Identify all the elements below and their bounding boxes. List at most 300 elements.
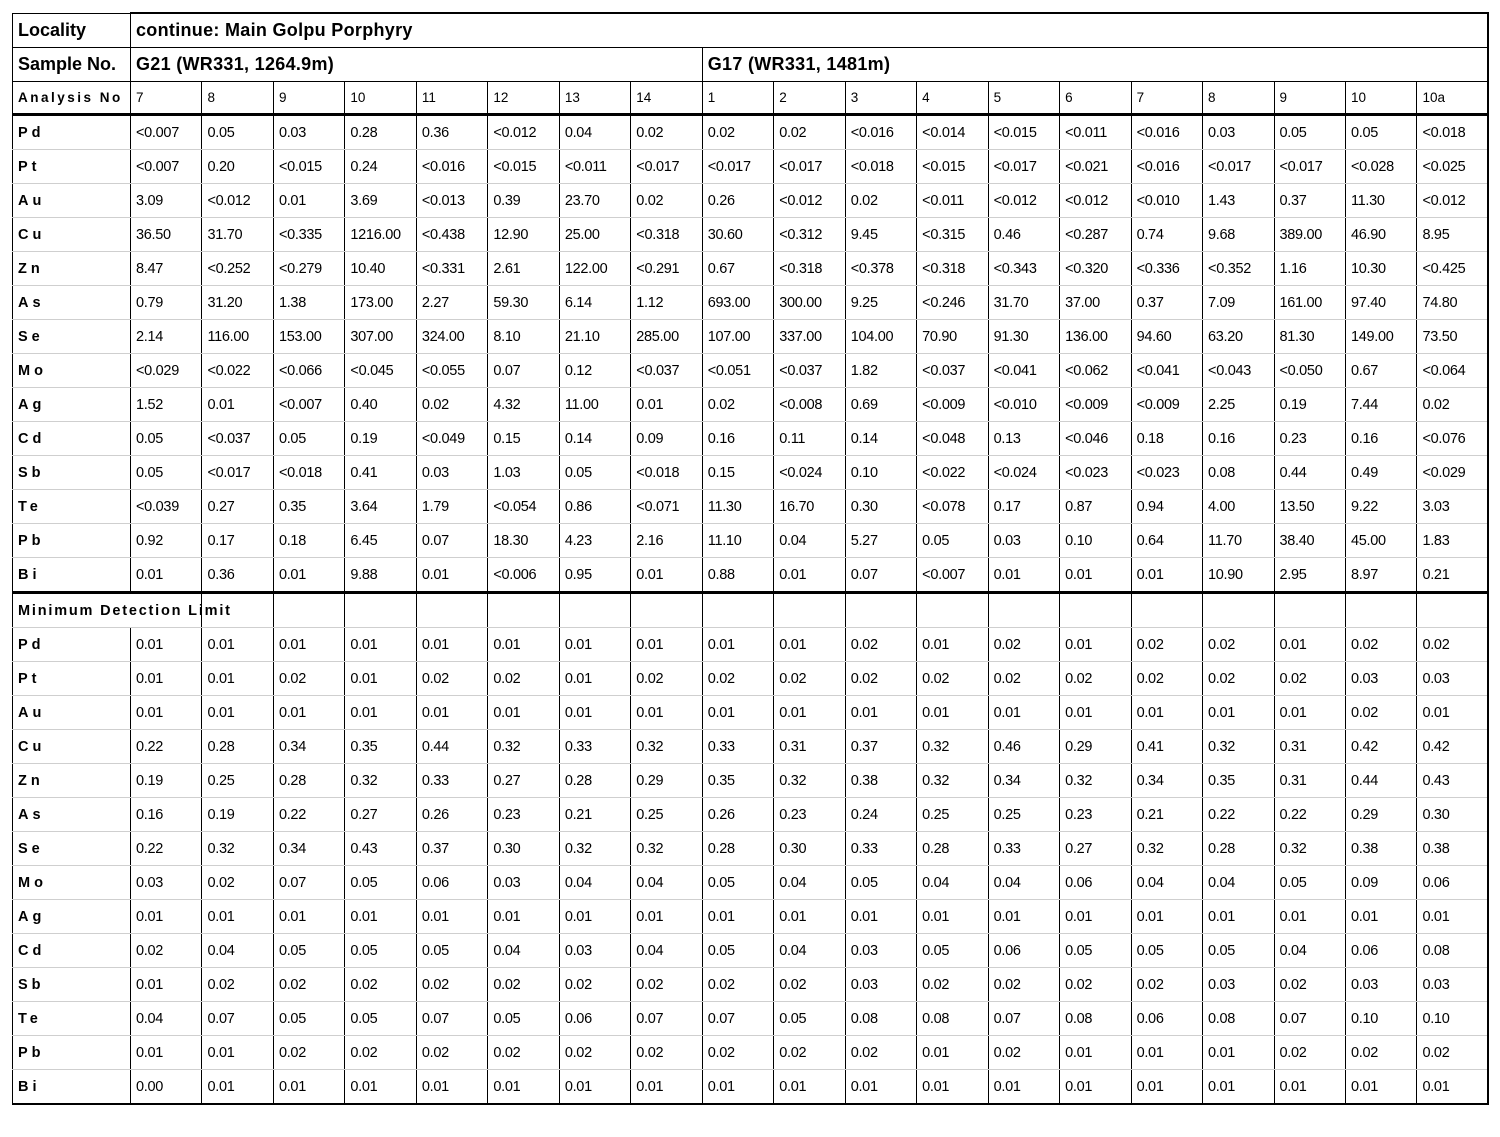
value-cell: 0.01: [631, 388, 702, 422]
value-cell: 0.02: [702, 115, 773, 150]
value-cell: 3.03: [1417, 490, 1488, 524]
value-cell: <0.017: [702, 150, 773, 184]
value-cell: 7.09: [1203, 286, 1274, 320]
value-cell: 0.27: [1060, 832, 1131, 866]
value-cell: <0.013: [416, 184, 487, 218]
value-cell: 0.01: [202, 696, 273, 730]
value-cell: 0.01: [774, 900, 845, 934]
value-cell: 0.32: [1203, 730, 1274, 764]
value-cell: 0.02: [1203, 662, 1274, 696]
value-cell: 0.34: [988, 764, 1059, 798]
value-cell: 0.23: [1274, 422, 1345, 456]
value-cell: 0.03: [988, 524, 1059, 558]
value-cell: 0.01: [1417, 696, 1488, 730]
value-cell: 0.01: [488, 696, 559, 730]
value-cell: 0.95: [559, 558, 630, 593]
value-cell: 0.01: [774, 628, 845, 662]
mdl-row: [13, 730, 1489, 764]
value-cell: 8.47: [131, 252, 202, 286]
value-cell: 0.01: [631, 696, 702, 730]
value-cell: 0.30: [774, 832, 845, 866]
result-row: [13, 456, 1489, 490]
value-cell: 0.22: [1274, 798, 1345, 832]
result-row: [13, 320, 1489, 354]
value-cell: 73.50: [1417, 320, 1488, 354]
element-label: Au: [13, 184, 131, 218]
value-cell: 0.01: [1060, 628, 1131, 662]
value-cell: 1.52: [131, 388, 202, 422]
value-cell: 0.04: [488, 934, 559, 968]
value-cell: 16.70: [774, 490, 845, 524]
value-cell: 1216.00: [345, 218, 416, 252]
value-cell: <0.011: [559, 150, 630, 184]
value-cell: 0.27: [488, 764, 559, 798]
value-cell: 0.32: [917, 730, 988, 764]
value-cell: <0.017: [988, 150, 1059, 184]
empty-cell: [559, 593, 630, 628]
value-cell: 0.05: [1060, 934, 1131, 968]
value-cell: 0.05: [345, 866, 416, 900]
value-cell: 0.07: [416, 1002, 487, 1036]
value-cell: <0.012: [202, 184, 273, 218]
value-cell: 1.82: [845, 354, 916, 388]
value-cell: <0.016: [1131, 115, 1202, 150]
analysis-number: 9: [1274, 82, 1345, 115]
value-cell: 307.00: [345, 320, 416, 354]
value-cell: <0.438: [416, 218, 487, 252]
value-cell: 0.30: [1417, 798, 1488, 832]
value-cell: 97.40: [1345, 286, 1416, 320]
value-cell: 0.02: [273, 662, 344, 696]
assay-table-container: [12, 12, 1488, 1105]
result-row: [13, 558, 1489, 593]
value-cell: 0.04: [774, 524, 845, 558]
value-cell: 0.01: [559, 662, 630, 696]
value-cell: 116.00: [202, 320, 273, 354]
empty-cell: [845, 593, 916, 628]
value-cell: <0.023: [1131, 456, 1202, 490]
value-cell: 0.30: [845, 490, 916, 524]
value-cell: <0.021: [1060, 150, 1131, 184]
value-cell: 31.20: [202, 286, 273, 320]
value-cell: <0.315: [917, 218, 988, 252]
value-cell: 0.88: [702, 558, 773, 593]
value-cell: 0.02: [131, 934, 202, 968]
value-cell: <0.045: [345, 354, 416, 388]
value-cell: 0.01: [488, 1070, 559, 1105]
value-cell: 0.64: [1131, 524, 1202, 558]
value-cell: 4.23: [559, 524, 630, 558]
value-cell: 2.61: [488, 252, 559, 286]
result-row: [13, 252, 1489, 286]
element-label: Mo: [13, 866, 131, 900]
value-cell: <0.335: [273, 218, 344, 252]
analysis-number: 5: [988, 82, 1059, 115]
value-cell: <0.018: [631, 456, 702, 490]
value-cell: 0.02: [1345, 628, 1416, 662]
value-cell: 0.02: [988, 628, 1059, 662]
value-cell: 0.05: [774, 1002, 845, 1036]
value-cell: <0.015: [988, 115, 1059, 150]
value-cell: 0.26: [702, 184, 773, 218]
value-cell: 0.04: [131, 1002, 202, 1036]
sample-g17: G17 (WR331, 1481m): [702, 48, 1488, 82]
value-cell: 0.01: [131, 696, 202, 730]
result-row: [13, 388, 1489, 422]
value-cell: 3.09: [131, 184, 202, 218]
value-cell: 0.01: [917, 628, 988, 662]
result-row: [13, 422, 1489, 456]
value-cell: 0.07: [416, 524, 487, 558]
value-cell: 11.00: [559, 388, 630, 422]
value-cell: 0.02: [631, 968, 702, 1002]
value-cell: 0.17: [202, 524, 273, 558]
element-label: Bi: [13, 558, 131, 593]
value-cell: 0.01: [917, 1036, 988, 1070]
value-cell: 10.90: [1203, 558, 1274, 593]
value-cell: 0.05: [917, 934, 988, 968]
value-cell: <0.037: [774, 354, 845, 388]
value-cell: 2.95: [1274, 558, 1345, 593]
value-cell: 0.46: [988, 218, 1059, 252]
value-cell: 0.02: [1345, 696, 1416, 730]
analysis-number: 7: [1131, 82, 1202, 115]
result-row: [13, 150, 1489, 184]
value-cell: <0.318: [774, 252, 845, 286]
value-cell: 0.01: [1131, 558, 1202, 593]
result-row: [13, 218, 1489, 252]
value-cell: 0.28: [1203, 832, 1274, 866]
element-label: As: [13, 798, 131, 832]
analysis-number: 13: [559, 82, 630, 115]
element-label: Se: [13, 320, 131, 354]
value-cell: 0.32: [1274, 832, 1345, 866]
value-cell: 94.60: [1131, 320, 1202, 354]
value-cell: 0.32: [1131, 832, 1202, 866]
value-cell: <0.252: [202, 252, 273, 286]
value-cell: 37.00: [1060, 286, 1131, 320]
value-cell: 0.04: [1131, 866, 1202, 900]
value-cell: 0.02: [845, 1036, 916, 1070]
value-cell: <0.378: [845, 252, 916, 286]
value-cell: 0.01: [917, 900, 988, 934]
value-cell: 0.28: [345, 115, 416, 150]
value-cell: 0.33: [988, 832, 1059, 866]
value-cell: 0.01: [202, 900, 273, 934]
value-cell: 1.83: [1417, 524, 1488, 558]
value-cell: 0.02: [774, 662, 845, 696]
value-cell: 0.35: [702, 764, 773, 798]
mdl-row: [13, 798, 1489, 832]
value-cell: 0.02: [1131, 662, 1202, 696]
value-cell: 6.45: [345, 524, 416, 558]
value-cell: 0.87: [1060, 490, 1131, 524]
value-cell: 74.80: [1417, 286, 1488, 320]
analysis-number: 10: [1345, 82, 1416, 115]
element-label: Ag: [13, 388, 131, 422]
value-cell: 0.01: [345, 628, 416, 662]
value-cell: 91.30: [988, 320, 1059, 354]
value-cell: 0.03: [131, 866, 202, 900]
value-cell: 0.05: [416, 934, 487, 968]
value-cell: 0.25: [988, 798, 1059, 832]
value-cell: <0.055: [416, 354, 487, 388]
value-cell: 0.01: [774, 558, 845, 593]
value-cell: <0.066: [273, 354, 344, 388]
value-cell: 0.02: [917, 662, 988, 696]
value-cell: 0.22: [273, 798, 344, 832]
value-cell: <0.017: [774, 150, 845, 184]
value-cell: 0.06: [559, 1002, 630, 1036]
empty-cell: [631, 593, 702, 628]
value-cell: 0.01: [631, 1070, 702, 1105]
value-cell: 0.01: [702, 900, 773, 934]
value-cell: 0.02: [917, 968, 988, 1002]
value-cell: 149.00: [1345, 320, 1416, 354]
value-cell: 0.03: [1417, 968, 1488, 1002]
mdl-title: Minimum Detection Limit: [13, 593, 202, 628]
value-cell: 0.01: [845, 1070, 916, 1105]
value-cell: 8.95: [1417, 218, 1488, 252]
value-cell: 0.10: [1060, 524, 1131, 558]
value-cell: <0.041: [1131, 354, 1202, 388]
value-cell: 0.28: [273, 764, 344, 798]
value-cell: 0.43: [345, 832, 416, 866]
value-cell: 0.01: [1060, 1070, 1131, 1105]
value-cell: 0.01: [416, 1070, 487, 1105]
value-cell: 0.01: [1060, 900, 1131, 934]
value-cell: 0.02: [702, 968, 773, 1002]
value-cell: 18.30: [488, 524, 559, 558]
value-cell: 0.01: [416, 900, 487, 934]
value-cell: <0.246: [917, 286, 988, 320]
value-cell: 0.08: [1417, 934, 1488, 968]
value-cell: 0.43: [1417, 764, 1488, 798]
value-cell: 0.01: [1131, 900, 1202, 934]
value-cell: 12.90: [488, 218, 559, 252]
value-cell: 0.21: [1131, 798, 1202, 832]
value-cell: 0.04: [631, 934, 702, 968]
value-cell: <0.022: [202, 354, 273, 388]
value-cell: 0.28: [917, 832, 988, 866]
value-cell: 0.44: [1274, 456, 1345, 490]
empty-cell: [1417, 593, 1488, 628]
value-cell: 0.01: [416, 558, 487, 593]
value-cell: 0.44: [416, 730, 487, 764]
value-cell: 0.04: [202, 934, 273, 968]
value-cell: 0.01: [1131, 1070, 1202, 1105]
value-cell: 0.49: [1345, 456, 1416, 490]
value-cell: 0.26: [702, 798, 773, 832]
value-cell: 0.01: [559, 900, 630, 934]
value-cell: 0.31: [1274, 730, 1345, 764]
value-cell: <0.010: [1131, 184, 1202, 218]
value-cell: 0.06: [988, 934, 1059, 968]
value-cell: 0.17: [988, 490, 1059, 524]
value-cell: 0.67: [1345, 354, 1416, 388]
value-cell: <0.017: [1274, 150, 1345, 184]
analysis-number: 8: [202, 82, 273, 115]
value-cell: 0.01: [1131, 1036, 1202, 1070]
value-cell: 0.28: [559, 764, 630, 798]
value-cell: 11.70: [1203, 524, 1274, 558]
value-cell: 0.24: [845, 798, 916, 832]
value-cell: 0.01: [131, 968, 202, 1002]
value-cell: <0.011: [917, 184, 988, 218]
value-cell: 9.88: [345, 558, 416, 593]
value-cell: 0.86: [559, 490, 630, 524]
value-cell: 0.04: [559, 866, 630, 900]
value-cell: 0.04: [988, 866, 1059, 900]
value-cell: 0.05: [702, 866, 773, 900]
value-cell: 0.92: [131, 524, 202, 558]
value-cell: 0.02: [845, 628, 916, 662]
value-cell: 0.05: [345, 1002, 416, 1036]
value-cell: 0.01: [845, 696, 916, 730]
value-cell: 0.03: [1203, 115, 1274, 150]
value-cell: <0.006: [488, 558, 559, 593]
value-cell: 0.34: [273, 832, 344, 866]
value-cell: 0.06: [1131, 1002, 1202, 1036]
value-cell: 0.02: [1131, 628, 1202, 662]
value-cell: 0.08: [1060, 1002, 1131, 1036]
value-cell: 0.02: [702, 388, 773, 422]
value-cell: 0.05: [917, 524, 988, 558]
value-cell: 0.01: [988, 696, 1059, 730]
value-cell: 1.16: [1274, 252, 1345, 286]
value-cell: 13.50: [1274, 490, 1345, 524]
value-cell: 0.01: [202, 662, 273, 696]
value-cell: 300.00: [774, 286, 845, 320]
value-cell: 7.44: [1345, 388, 1416, 422]
value-cell: <0.331: [416, 252, 487, 286]
value-cell: 0.02: [845, 184, 916, 218]
value-cell: 0.14: [845, 422, 916, 456]
value-cell: <0.012: [1417, 184, 1488, 218]
empty-cell: [774, 593, 845, 628]
value-cell: 0.05: [1345, 115, 1416, 150]
value-cell: 0.14: [559, 422, 630, 456]
value-cell: 0.40: [345, 388, 416, 422]
value-cell: <0.064: [1417, 354, 1488, 388]
value-cell: 0.02: [631, 662, 702, 696]
empty-cell: [702, 593, 773, 628]
value-cell: 0.27: [345, 798, 416, 832]
value-cell: <0.014: [917, 115, 988, 150]
value-cell: 0.01: [631, 558, 702, 593]
value-cell: 0.22: [1203, 798, 1274, 832]
mdl-row: [13, 1036, 1489, 1070]
value-cell: 0.22: [131, 730, 202, 764]
value-cell: 0.29: [1060, 730, 1131, 764]
value-cell: 0.46: [988, 730, 1059, 764]
value-cell: 9.68: [1203, 218, 1274, 252]
value-cell: 0.02: [416, 968, 487, 1002]
value-cell: 0.05: [1131, 934, 1202, 968]
value-cell: 0.39: [488, 184, 559, 218]
value-cell: 0.29: [631, 764, 702, 798]
value-cell: 0.01: [631, 628, 702, 662]
value-cell: 0.03: [845, 934, 916, 968]
value-cell: 1.38: [273, 286, 344, 320]
value-cell: 0.01: [488, 900, 559, 934]
value-cell: <0.015: [488, 150, 559, 184]
value-cell: 0.08: [917, 1002, 988, 1036]
value-cell: 0.01: [702, 696, 773, 730]
value-cell: 0.09: [1345, 866, 1416, 900]
value-cell: 0.03: [845, 968, 916, 1002]
value-cell: 9.22: [1345, 490, 1416, 524]
value-cell: 104.00: [845, 320, 916, 354]
value-cell: 0.02: [416, 388, 487, 422]
value-cell: <0.049: [416, 422, 487, 456]
value-cell: 0.03: [488, 866, 559, 900]
value-cell: <0.037: [631, 354, 702, 388]
value-cell: 0.15: [488, 422, 559, 456]
value-cell: <0.037: [917, 354, 988, 388]
mdl-row: [13, 764, 1489, 798]
value-cell: <0.078: [917, 490, 988, 524]
value-cell: 0.05: [1203, 934, 1274, 968]
value-cell: 285.00: [631, 320, 702, 354]
value-cell: 0.32: [345, 764, 416, 798]
value-cell: 0.23: [488, 798, 559, 832]
empty-cell: [917, 593, 988, 628]
value-cell: <0.425: [1417, 252, 1488, 286]
value-cell: <0.054: [488, 490, 559, 524]
value-cell: 0.25: [631, 798, 702, 832]
value-cell: 0.30: [488, 832, 559, 866]
value-cell: <0.016: [845, 115, 916, 150]
value-cell: 0.02: [273, 968, 344, 1002]
value-cell: 0.01: [1203, 1036, 1274, 1070]
value-cell: <0.343: [988, 252, 1059, 286]
value-cell: 0.01: [345, 662, 416, 696]
value-cell: 0.01: [345, 1070, 416, 1105]
locality-value: continue: Main Golpu Porphyry: [131, 13, 1489, 48]
value-cell: 0.01: [917, 1070, 988, 1105]
value-cell: 0.02: [345, 968, 416, 1002]
value-cell: 0.41: [345, 456, 416, 490]
value-cell: 0.03: [1345, 968, 1416, 1002]
value-cell: 0.03: [416, 456, 487, 490]
value-cell: 0.01: [131, 662, 202, 696]
value-cell: <0.318: [917, 252, 988, 286]
value-cell: 0.01: [202, 628, 273, 662]
assay-table: [12, 12, 1489, 1105]
mdl-row: [13, 968, 1489, 1002]
value-cell: 0.02: [1203, 628, 1274, 662]
analysis-number: 2: [774, 82, 845, 115]
value-cell: 2.16: [631, 524, 702, 558]
value-cell: 161.00: [1274, 286, 1345, 320]
value-cell: 25.00: [559, 218, 630, 252]
value-cell: 0.32: [1060, 764, 1131, 798]
value-cell: 11.30: [702, 490, 773, 524]
value-cell: 0.02: [273, 1036, 344, 1070]
value-cell: 0.08: [1203, 456, 1274, 490]
value-cell: 0.29: [1345, 798, 1416, 832]
value-cell: 173.00: [345, 286, 416, 320]
value-cell: 0.05: [131, 422, 202, 456]
value-cell: <0.287: [1060, 218, 1131, 252]
value-cell: 0.02: [416, 1036, 487, 1070]
value-cell: <0.009: [1060, 388, 1131, 422]
value-cell: 0.04: [1203, 866, 1274, 900]
value-cell: 0.02: [845, 662, 916, 696]
value-cell: 0.07: [273, 866, 344, 900]
empty-cell: [1274, 593, 1345, 628]
